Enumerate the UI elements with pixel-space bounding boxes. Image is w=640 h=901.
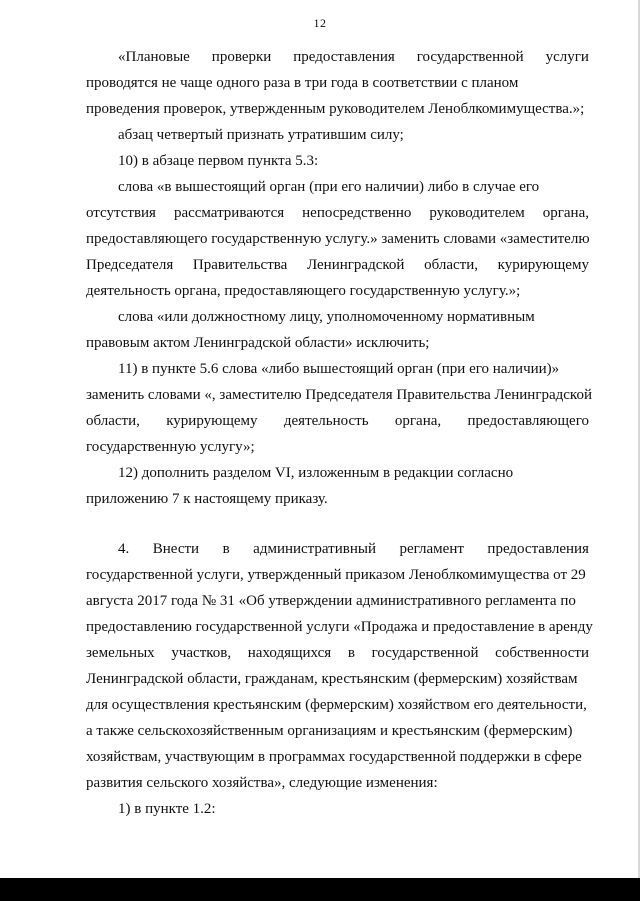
word: предоставления: [293, 49, 395, 65]
word: предоставления: [487, 541, 589, 557]
text-line-27: хозяйствам, участвующим в программах государственной поддержки в сфере: [86, 749, 582, 765]
word: отсутствия: [86, 205, 156, 221]
text-line-5: 10) в абзаце первом пункта 5.3:: [118, 153, 319, 169]
text-line-15: [86, 410, 589, 432]
word: Ленинградской: [306, 257, 405, 273]
word: административный: [253, 541, 376, 557]
word: услуги: [545, 49, 589, 65]
word: непосредственно: [302, 205, 412, 221]
word: участков,: [171, 645, 232, 661]
text-line-19: [118, 538, 589, 560]
text-line-18: приложению 7 к настоящему приказу.: [86, 491, 328, 507]
text-line-13: 11) в пункте 5.6 слова «либо вышестоящий орган (при его наличии)»: [118, 361, 560, 377]
scan-bottom-bar: [0, 878, 640, 901]
word: руководителем: [429, 205, 525, 221]
word: предоставляющего: [467, 413, 589, 429]
word: «Плановые: [118, 49, 190, 65]
word: в: [222, 541, 230, 557]
text-line-16: государственную услугу»;: [86, 439, 255, 455]
word: проверки: [211, 49, 272, 65]
word: деятельность: [283, 413, 369, 429]
word: органа,: [542, 205, 589, 221]
word: собственности: [495, 645, 589, 661]
text-line-23: [86, 642, 589, 664]
text-line-24: Ленинградской области, гражданам, крестьянским (фермерским) хозяйствам: [86, 671, 578, 687]
word: земельных: [86, 645, 155, 661]
word: рассматриваются: [173, 205, 285, 221]
word: области,: [424, 257, 478, 273]
word: Внести: [152, 541, 200, 557]
page-number: 12: [313, 16, 327, 30]
text-line-11: слова «или должностному лицу, уполномоченному нормативным: [118, 309, 535, 325]
word: в: [347, 645, 355, 661]
text-line-25: для осуществления крестьянским (фермерским) хозяйством его деятельности,: [86, 697, 587, 713]
word: органа,: [394, 413, 442, 429]
word: государственной: [416, 49, 524, 65]
text-line-29: 1) в пункте 1.2:: [118, 801, 216, 817]
text-line-17: 12) дополнить разделом VI, изложенным в редакции согласно: [118, 465, 514, 481]
word: государственной: [371, 645, 479, 661]
text-line-28: развития сельского хозяйства», следующие изменения:: [86, 775, 438, 791]
word: 4.: [118, 541, 130, 557]
word: курирующему: [497, 257, 589, 273]
word: Правительства: [192, 257, 288, 273]
text-line-7: [86, 202, 589, 224]
text-line-12: правовым актом Ленинградской области» исключить;: [86, 335, 430, 351]
text-line-1: [118, 46, 589, 68]
word: находящихся: [247, 645, 332, 661]
text-line-10: деятельность органа, предоставляющего государственную услугу.»;: [86, 283, 521, 299]
text-line-26: а также сельскохозяйственным организациям и крестьянским (фермерским): [86, 723, 573, 739]
text-line-3: проведения проверок, утвержденным руководителем Леноблкомимущества.»;: [86, 101, 585, 117]
text-line-21: августа 2017 года № 31 «Об утверждении административного регламента по: [86, 593, 576, 609]
text-line-6: слова «в вышестоящий орган (при его наличии) либо в случае его: [118, 179, 540, 195]
text-line-9: [86, 254, 589, 276]
word: Председателя: [86, 257, 174, 273]
word: регламент: [399, 541, 464, 557]
text-line-20: государственной услуги, утвержденный приказом Леноблкомимущества от 29: [86, 567, 586, 583]
word: области,: [86, 413, 140, 429]
text-line-2: проводятся не чаще одного раза в три года в соответствии с планом: [86, 75, 519, 91]
word: курирующему: [166, 413, 258, 429]
text-line-8: предоставляющего государственную услугу.» заменить словами «заместителю: [86, 231, 590, 247]
text-line-22: предоставлению государственной услуги «Продажа и предоставление в аренду: [86, 619, 593, 635]
text-line-14: заменить словами «, заместителю Председателя Правительства Ленинградской: [86, 387, 592, 403]
text-line-4: абзац четвертый признать утратившим силу;: [118, 127, 404, 143]
